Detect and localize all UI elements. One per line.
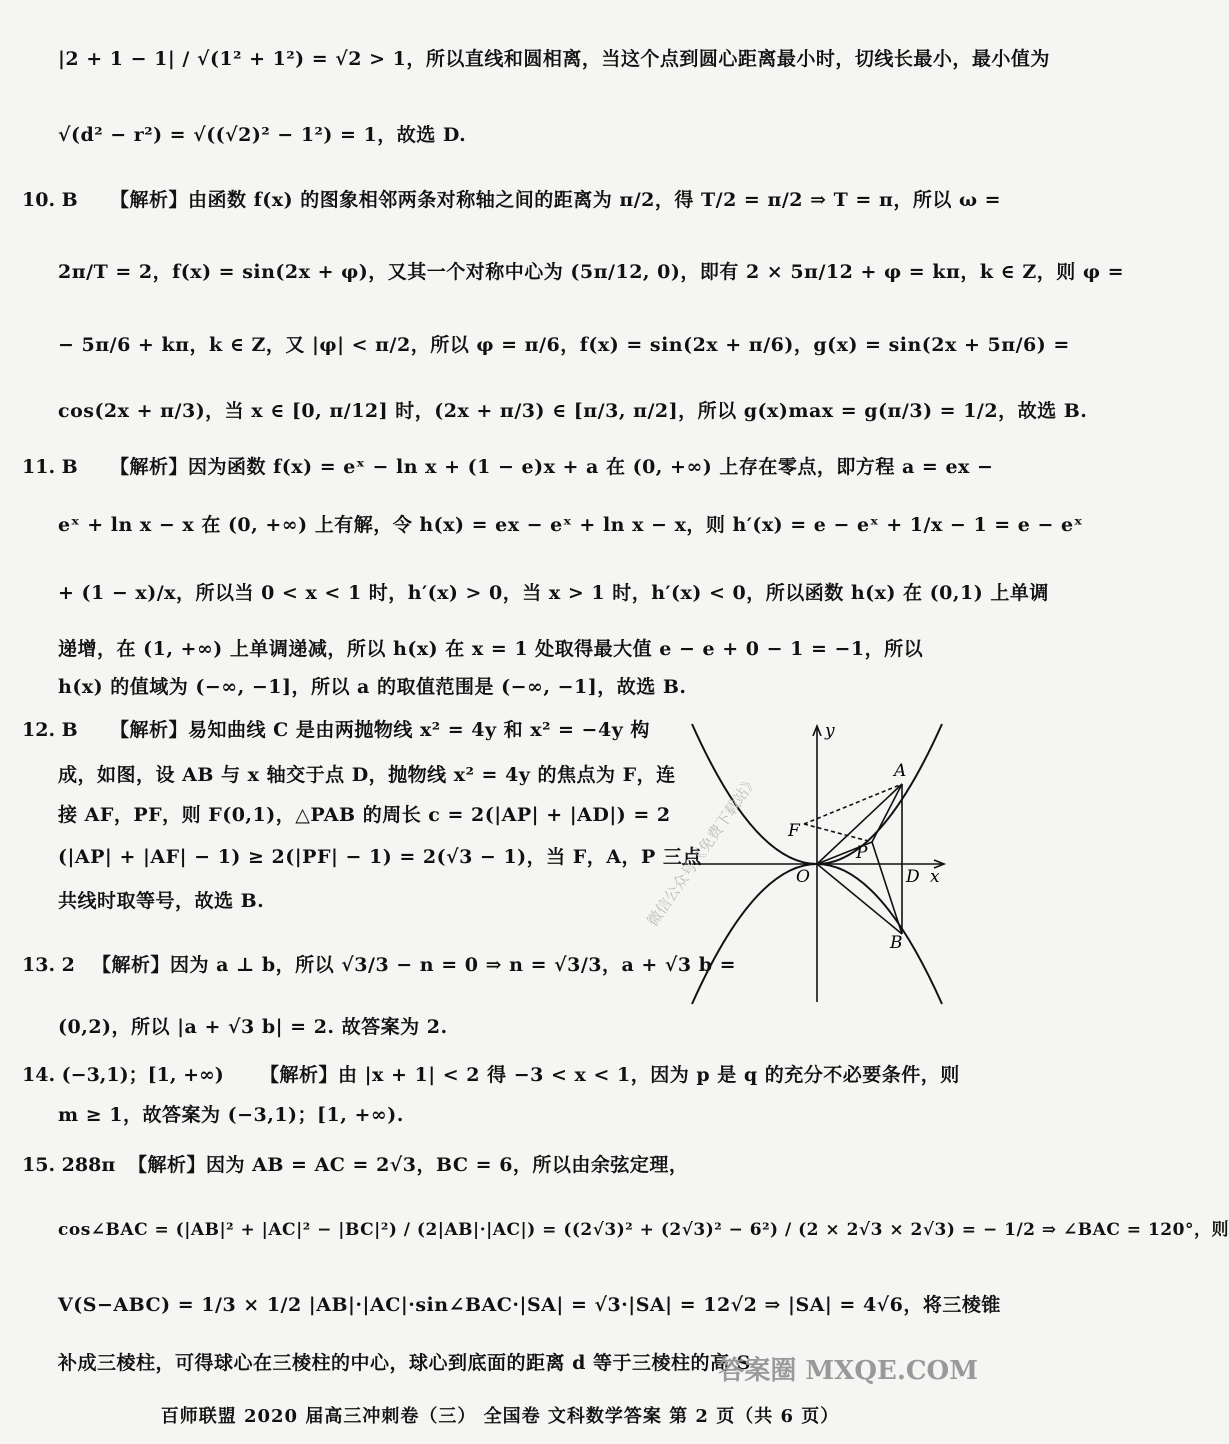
watermark: 微信公众号《免费下载站》 [643,771,762,930]
q10-line-3: − 5π/6 + kπ，k ∈ Z，又 |φ| < π/2，所以 φ = π/6，f(x) = sin(2x + π/6)，g(x) = sin(2x + 5π/6) = [58,334,1070,356]
q12-line-5: 共线时取等号，故选 B. [58,890,265,912]
label-D: D [906,867,920,887]
label-O: O [796,867,810,887]
line-tangent-min: √(d² − r²) = √((√2)² − 1²) = 1，故选 D. [58,124,467,146]
line-distance-calc: |2 + 1 − 1| / √(1² + 1²) = √2 > 1，所以直线和圆相离，当这个点到圆心距离最小时，切线长最小，最小值为 [58,48,1050,70]
q10-line-4: cos(2x + π/3)，当 x ∈ [0, π/12] 时，(2x + π/3) ∈ [π/3, π/2]，所以 g(x)max = g(π/3) = 1/2，故选 B. [58,400,1088,422]
q12-line-2: 成，如图，设 AB 与 x 轴交于点 D，抛物线 x² = 4y 的焦点为 F，连 [58,764,676,786]
q15-line-1: 【解析】因为 AB = AC = 2√3，BC = 6，所以由余弦定理， [128,1154,689,1176]
q12-answer: 12. B [22,719,78,741]
corner-logo: 答案圈 MXQE.COM [718,1356,978,1386]
q15-line-2: cos∠BAC = (|AB|² + |AC|² − |BC|²) / (2|AB|·|AC|) = ((2√3)² + (2√3)² − 6²) / (2 × 2√3 × 2√3) = − 1/2 ⇒ ∠BAC = 120°，则 [58,1220,1229,1240]
q15-line-3: V(S−ABC) = 1/3 × 1/2 |AB|·|AC|·sin∠BAC·|SA| = √3·|SA| = 12√2 ⇒ |SA| = 4√6，将三棱锥 [58,1294,1001,1316]
q12-line-4: (|AP| + |AF| − 1) ≥ 2(|PF| − 1) = 2(√3 − 1)，当 F，A，P 三点 [58,846,702,868]
q12-line-1: 【解析】易知曲线 C 是由两抛物线 x² = 4y 和 x² = −4y 构 [110,719,650,741]
label-B: B [890,933,903,953]
label-A: A [894,761,907,781]
q13-line-1: 【解析】因为 a ⊥ b，所以 √3/3 − n = 0 ⇒ n = √3/3，a + √3 b = [92,954,737,976]
q13-line-2: (0,2)，所以 |a + √3 b| = 2. 故答案为 2. [58,1016,448,1038]
q13-answer: 13. 2 [22,954,75,976]
q11-line-2: eˣ + ln x − x 在 (0, +∞) 上有解，令 h(x) = ex − eˣ + ln x − x，则 h′(x) = e − eˣ + 1/x − 1 = e − eˣ [58,514,1084,536]
q11-line-3: + (1 − x)/x，所以当 0 < x < 1 时，h′(x) > 0，当 x > 1 时，h′(x) < 0，所以函数 h(x) 在 (0,1) 上单调 [58,582,1049,604]
q11-line-4: 递增，在 (1, +∞) 上单调递减，所以 h(x) 在 x = 1 处取得最大值 e − e + 0 − 1 = −1，所以 [58,638,924,660]
label-F: F [788,821,800,841]
q15-line-4: 补成三棱柱，可得球心在三棱柱的中心，球心到底面的距离 d 等于三棱柱的高 S [58,1352,751,1374]
q10-answer: 10. B [22,189,78,211]
q14-answer: 14. (−3,1)；[1, +∞) [22,1064,224,1086]
q15-answer: 15. 288π [22,1154,116,1176]
q11-line-1: 【解析】因为函数 f(x) = eˣ − ln x + (1 − e)x + a 在 (0, +∞) 上存在零点，即方程 a = ex − [110,456,994,478]
q14-line-1: 【解析】由 |x + 1| < 2 得 −3 < x < 1，因为 p 是 q 的充分不必要条件，则 [260,1064,960,1086]
label-P: P [856,843,868,863]
label-x: x [930,867,940,887]
label-y: y [825,721,835,741]
q14-line-2: m ≥ 1，故答案为 (−3,1)；[1, +∞). [58,1104,404,1126]
page-footer: 百师联盟 2020 届高三冲刺卷（三） 全国卷 文科数学答案 第 2 页（共 6 页） [160,1406,840,1427]
q10-line-2: 2π/T = 2，f(x) = sin(2x + φ)，又其一个对称中心为 (5π/12, 0)，即有 2 × 5π/12 + φ = kπ，k ∈ Z，则 φ = [58,261,1125,283]
q11-line-5: h(x) 的值域为 (−∞, −1]，所以 a 的取值范围是 (−∞, −1]，故选 B. [58,676,687,698]
q11-answer: 11. B [22,456,78,478]
q10-line-1: 【解析】由函数 f(x) 的图象相邻两条对称轴之间的距离为 π/2，得 T/2 = π/2 ⇒ T = π，所以 ω = [110,189,1002,211]
q12-line-3: 接 AF，PF，则 F(0,1)，△PAB 的周长 c = 2(|AP| + |AD|) = 2 [58,804,671,826]
